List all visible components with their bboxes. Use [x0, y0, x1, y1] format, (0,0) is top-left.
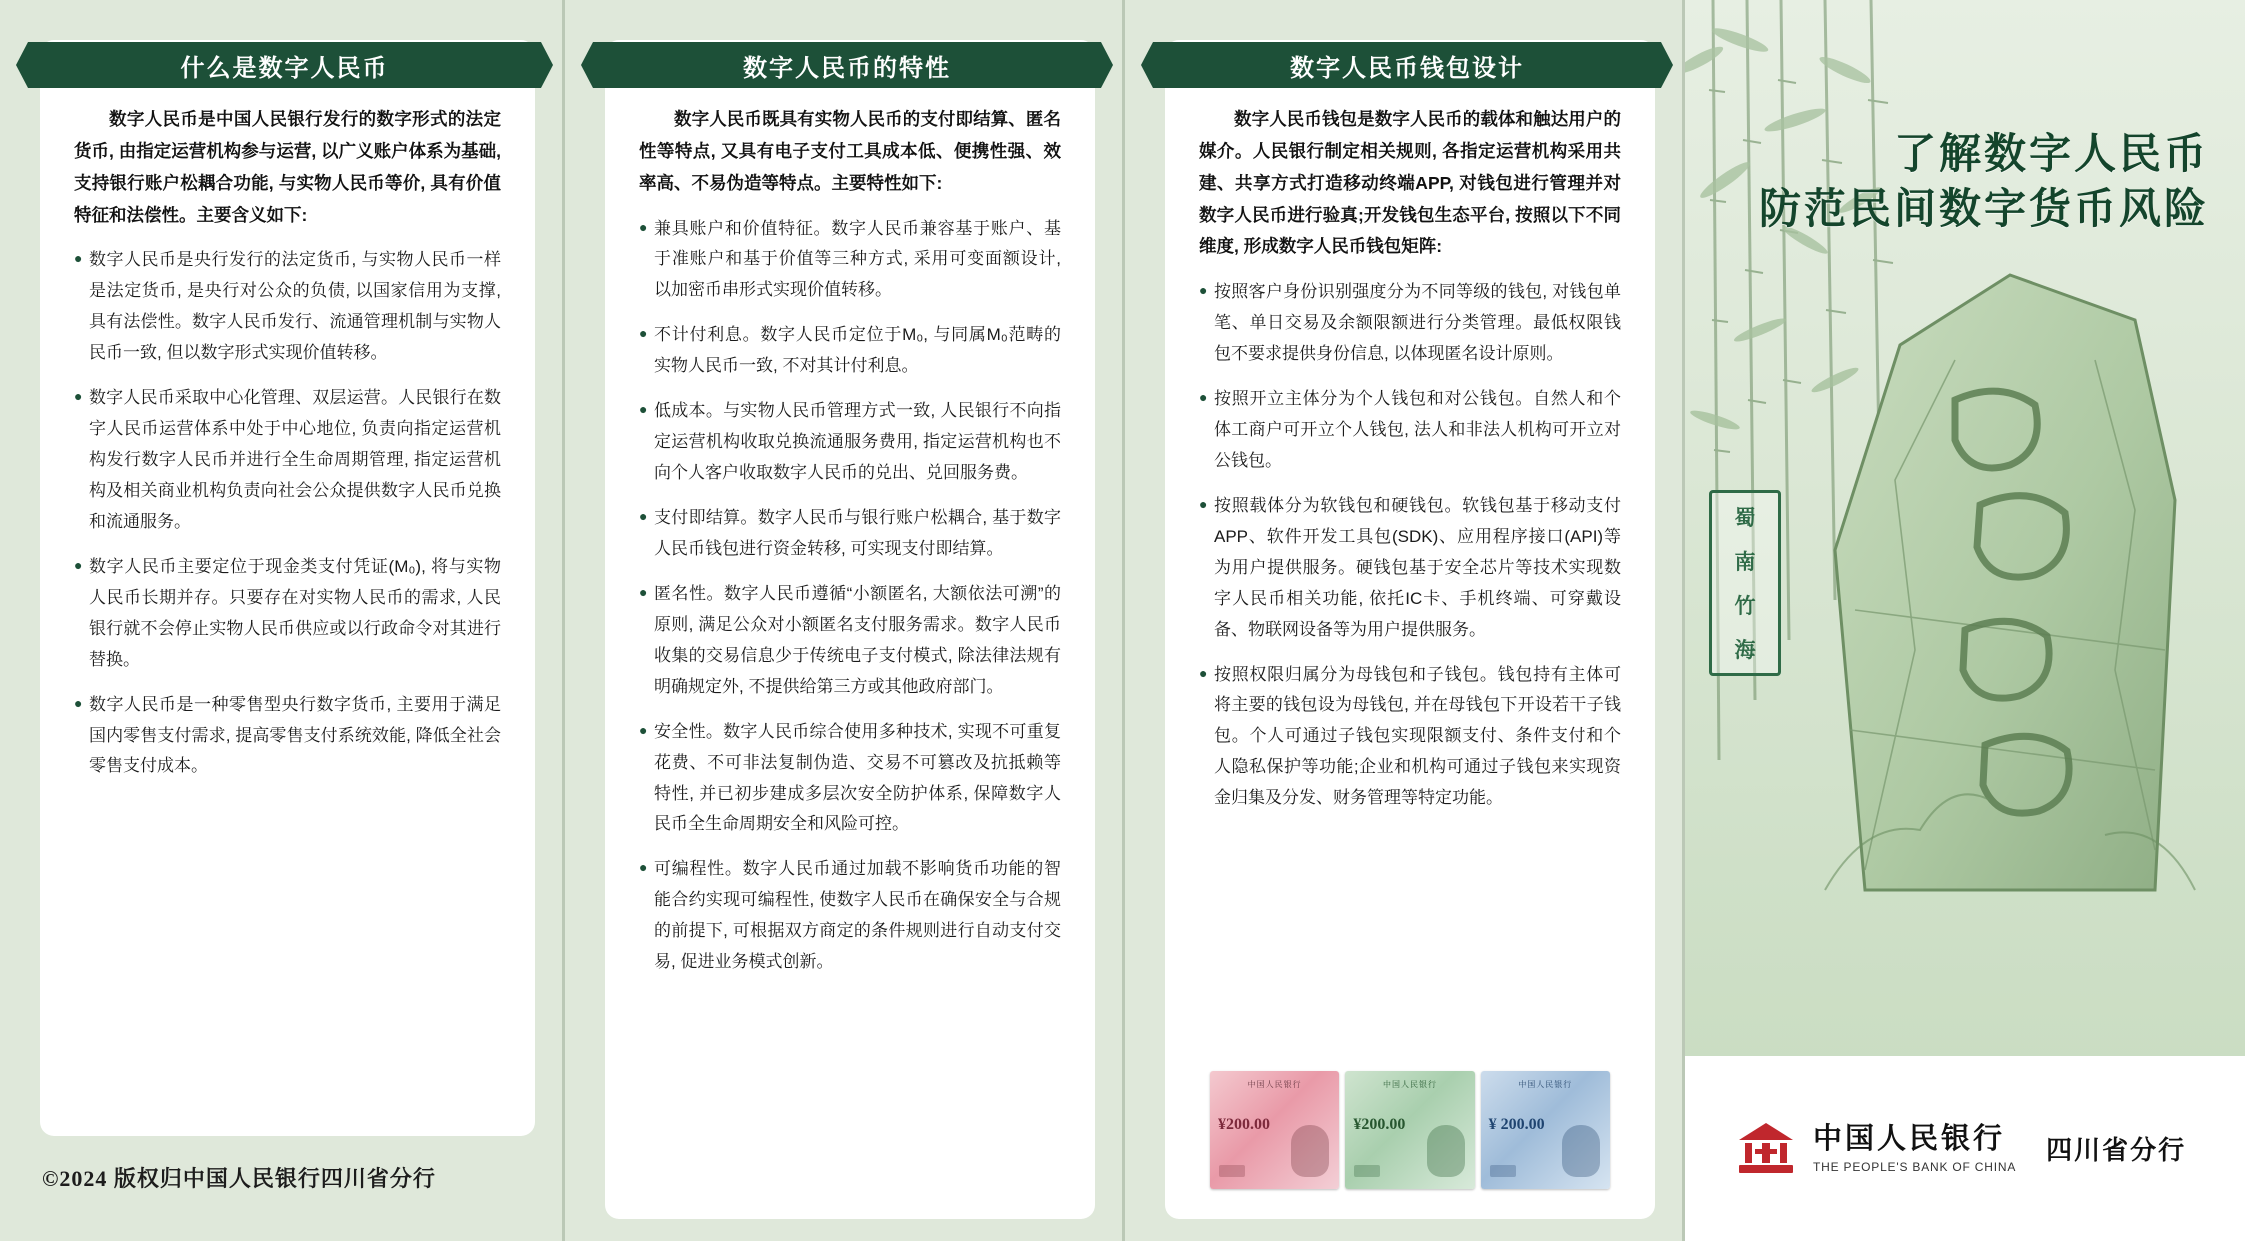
paragraph-text: 兼具账户和价值特征。数字人民币兼容基于账户、基于准账户和基于价值等三种方式, 采用可变面额设计, 以加密币串形式实现价值转移。	[654, 218, 1061, 300]
paragraph-text: 数字人民币是央行发行的法定货币, 与实物人民币一样是法定货币, 是央行对公众的负债, 以国家信用为支撑, 具有法偿性。数字人民币发行、流通管理机制与实物人民币一致, 但以数字形式实现价值转移。	[89, 250, 501, 363]
banknote-bank-name: 中国人民银行	[1382, 1080, 1437, 1089]
bullet-paragraph	[639, 579, 1061, 703]
ribbon-left-decoration	[1133, 47, 1149, 90]
plaque-char-1: 蜀	[1734, 506, 1756, 530]
bullet-paragraph	[639, 396, 1061, 489]
paragraph-text: 按照载体分为软钱包和硬钱包。软钱包基于移动支付APP、软件开发工具包(SDK)、应用程序接口(API)等为用户提供服务。硬钱包基于安全芯片等技术实现数字人民币相关功能, 依托IC卡、手机终端、可穿戴设备、物联网设备等为用户提供服务。	[1214, 495, 1621, 639]
banknote	[1481, 1071, 1610, 1189]
content-card-2	[605, 40, 1095, 1219]
bullet-paragraph	[639, 503, 1061, 565]
paragraph-text: 数字人民币主要定位于现金类支付凭证(M₀), 将与实物人民币长期并存。只要存在对实物人民币的需求, 人民银行就不会停止实物人民币供应或以行政命令对其进行替换。	[89, 556, 502, 669]
fold-line	[1122, 0, 1125, 1241]
fold-line	[1682, 0, 1685, 1241]
lead-paragraph-3: 数字人民币钱包是数字人民币的载体和触达用户的媒介。人民银行制定相关规则, 各指定运营机构采用共建、共享方式打造移动终端APP, 对钱包进行管理并对数字人民币进行验真;开发钱包生态平台, 按照以下不同维度, 形成数字人民币钱包矩阵:	[1199, 109, 1621, 257]
bullet-paragraph	[639, 717, 1061, 841]
cover-artwork	[1685, 0, 2245, 1241]
banknote-seal	[1490, 1165, 1516, 1177]
paragraph-text: 低成本。与实物人民币管理方式一致, 人民银行不向指定运营机构收取兑换流通服务费用, 指定运营机构也不向个人客户收取数字人民币的兑出、兑回服务费。	[654, 401, 1061, 483]
paragraph-text: 支付即结算。数字人民币与银行账户松耦合, 基于数字人民币钱包进行资金转移, 可实现支付即结算。	[654, 508, 1061, 558]
bullet-dot-icon: ●	[74, 694, 83, 711]
panel-features	[565, 0, 1125, 1241]
bullet-paragraph	[74, 245, 501, 369]
ribbon-right-decoration	[1105, 47, 1121, 90]
copyright-text: ©2024 版权归中国人民银行四川省分行	[42, 1166, 436, 1191]
lead-paragraph-2: 数字人民币既具有实物人民币的支付即结算、匿名性等特点, 又具有电子支付工具成本低、便携性强、效率高、不易伪造等特点。主要特性如下:	[639, 109, 1061, 193]
banknote-portrait	[1427, 1125, 1465, 1177]
bullet-dot-icon: ●	[639, 583, 648, 600]
lead-paragraph-1: 数字人民币是中国人民银行发行的数字形式的法定货币, 由指定运营机构参与运营, 以广义账户体系为基础, 支持银行账户松耦合功能, 与实物人民币等价, 具有价值特征和法偿性。主要含义如下:	[74, 109, 501, 225]
bullet-dot-icon: ●	[74, 388, 83, 405]
cover-title-line2: 防范民间数字货币风险	[1758, 187, 2209, 234]
bullet-paragraph	[74, 552, 501, 676]
section-heading: 数字人民币的特性	[743, 54, 951, 82]
paragraph-text: 按照客户身份识别强度分为不同等级的钱包, 对钱包单笔、单日交易及余额限额进行分类管理。最低权限钱包不要求提供身份信息, 以体现匿名设计原则。	[1214, 282, 1621, 364]
bullet-dot-icon: ●	[74, 250, 83, 267]
pbc-logo-icon	[1735, 1121, 1797, 1177]
bullet-dot-icon: ●	[1199, 495, 1208, 512]
fold-line	[562, 0, 565, 1241]
engraved-rock-illustration	[1805, 250, 2225, 900]
bullet-dot-icon: ●	[639, 218, 648, 235]
section-heading: 数字人民币钱包设计	[1290, 54, 1524, 82]
banknote-amount: ¥200.00	[1218, 1116, 1270, 1133]
cover-title-line1: 了解数字人民币	[1893, 132, 2209, 178]
bullet-dot-icon: ●	[74, 556, 83, 573]
plaque-char-3: 竹	[1734, 594, 1756, 618]
branch-name: 四川省分行	[2046, 1136, 2187, 1165]
paragraph-text: 匿名性。数字人民币遵循“小额匿名, 大额依法可溯”的原则, 满足公众对小额匿名支付服务需求。数字人民币收集的交易信息少于传统电子支付模式, 除法律法规有明确规定外, 不提供给第三方或其他政府部门。	[654, 583, 1061, 696]
cover-footer	[1685, 1056, 2245, 1241]
bullet-dot-icon: ●	[639, 508, 648, 525]
banknote-seal	[1219, 1165, 1245, 1177]
bullet-dot-icon: ●	[639, 859, 648, 876]
ribbon-right-decoration	[545, 47, 561, 90]
banknote	[1345, 1071, 1474, 1189]
bullet-paragraph	[74, 383, 501, 538]
section-banner-2	[593, 42, 1101, 88]
bullet-dot-icon: ●	[639, 721, 648, 738]
ribbon-left-decoration	[573, 47, 589, 90]
bullet-paragraph	[1199, 660, 1621, 815]
paragraph-text: 按照权限归属分为母钱包和子钱包。钱包持有主体可将主要的钱包设为母钱包, 并在母钱包下开设若干子钱包。个人可通过子钱包实现限额支付、条件支付和个人隐私保护等功能;企业和机构可通过子钱包来实现资金归集及分发、财务管理等特定功能。	[1214, 664, 1621, 808]
banknote-bank-name: 中国人民银行	[1518, 1080, 1573, 1089]
content-card-1	[40, 40, 535, 1136]
bullet-paragraph	[1199, 384, 1621, 477]
banknote-portrait	[1291, 1125, 1329, 1177]
panel-cover	[1685, 0, 2245, 1241]
banknote-portrait	[1562, 1125, 1600, 1177]
banknote-amount: ¥200.00	[1353, 1116, 1406, 1133]
bullet-dot-icon: ●	[639, 401, 648, 418]
bullet-paragraph	[1199, 491, 1621, 646]
bullet-paragraph	[639, 214, 1061, 307]
banknote-bank-name: 中国人民银行	[1247, 1080, 1302, 1089]
bullet-dot-icon: ●	[1199, 282, 1208, 299]
pbc-name-block	[1813, 1123, 2016, 1173]
bullet-dot-icon: ●	[1199, 664, 1208, 681]
bullet-paragraph	[639, 854, 1061, 978]
paragraph-text: 按照开立主体分为个人钱包和对公钱包。自然人和个体工商户可开立个人钱包, 法人和非法人机构可开立对公钱包。	[1214, 389, 1621, 470]
panel-wallet-design	[1125, 0, 1685, 1241]
plaque-char-2: 南	[1734, 550, 1756, 574]
section-banner-1	[28, 42, 541, 88]
ribbon-right-decoration	[1665, 47, 1681, 90]
banknote	[1210, 1071, 1339, 1189]
pbc-name-en: THE PEOPLE'S BANK OF CHINA	[1813, 1159, 2017, 1174]
cover-title	[1759, 128, 2209, 239]
paragraph-text: 不计付利息。数字人民币定位于M₀, 与同属M₀范畴的实物人民币一致, 不对其计付利息。	[654, 325, 1061, 376]
panel-what-is-edcny	[0, 0, 565, 1241]
bullet-dot-icon: ●	[639, 325, 648, 342]
bullet-paragraph	[74, 690, 501, 783]
plaque-char-4: 海	[1734, 638, 1756, 662]
banknote-seal	[1354, 1165, 1380, 1177]
pbc-name-cn: 中国人民银行	[1813, 1123, 2006, 1156]
section-heading: 什么是数字人民币	[180, 54, 389, 82]
paragraph-text: 安全性。数字人民币综合使用多种技术, 实现不可重复花费、不可非法复制伪造、交易不可篡改及抗抵赖等特性, 并已初步建成多层次安全防护体系, 保障数字人民币全生命周期安全和风险可控。	[654, 721, 1061, 834]
content-card-3	[1165, 40, 1655, 1219]
banknote-illustration	[1210, 1071, 1610, 1189]
scenic-plaque	[1709, 490, 1781, 676]
paragraph-text: 数字人民币采取中心化管理、双层运营。人民银行在数字人民币运营体系中处于中心地位, 负责向指定运营机构发行数字人民币并进行全生命周期管理, 指定运营机构及相关商业机构负责向社会公众提供数字人民币兑换和流通服务。	[89, 388, 501, 531]
banknote-amount: ¥ 200.00	[1488, 1116, 1545, 1133]
bullet-paragraph	[1199, 277, 1621, 370]
paragraph-text: 可编程性。数字人民币通过加载不影响货币功能的智能合约实现可编程性, 使数字人民币在确保安全与合规的前提下, 可根据双方商定的条件规则进行自动支付交易, 促进业务模式创新。	[654, 859, 1061, 972]
paragraph-text: 数字人民币是一种零售型央行数字货币, 主要用于满足国内零售支付需求, 提高零售支付系统效能, 降低全社会零售支付成本。	[89, 694, 501, 776]
section-banner-3	[1153, 42, 1661, 88]
bullet-paragraph	[639, 320, 1061, 382]
bullet-dot-icon: ●	[1199, 389, 1208, 406]
ribbon-left-decoration	[8, 47, 24, 90]
